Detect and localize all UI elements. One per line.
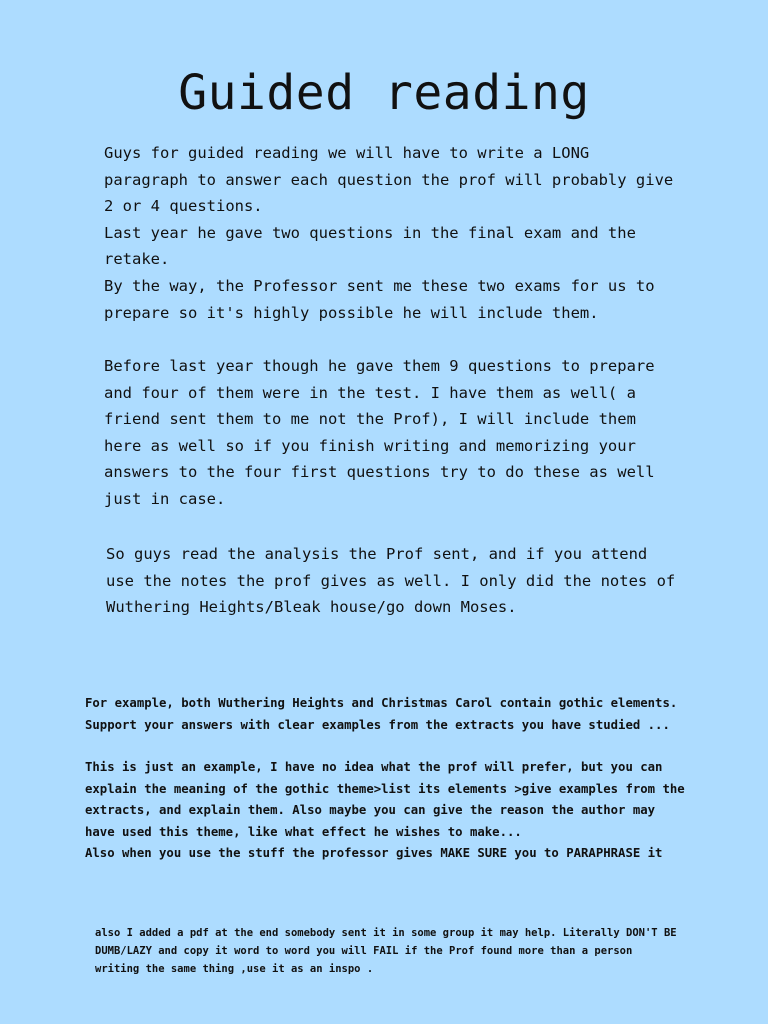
text-line: paragraph to answer each question the prof will probably give [104,170,674,189]
text-line: 2 or 4 questions. [104,197,263,216]
advice-paragraph [85,757,685,865]
text-line: answers to the four first questions try to do these as well [104,463,655,482]
text-line: have used this theme, like what effect he wishes to make... [85,824,522,839]
text-line: This is just an example, I have no idea what the prof will prefer, but you can [85,760,663,774]
text-line: Wuthering Heights/Bleak house/go down Moses. [106,598,517,617]
text-line: Last year he gave two questions in the final exam and the [104,223,636,242]
text-line: Guys for guided reading we will have to write a LONG [104,144,590,162]
text-line: DUMB/LAZY and copy it word to word you will FAIL if the Prof found more than a person [95,945,633,957]
text-line: prepare so it's highly possible he will include them. [104,303,599,322]
text-line: also I added a pdf at the end somebody sent it in some group it may help. Literally DON'T BE [95,927,677,939]
page-title: Guided reading [178,65,590,121]
intro-paragraph-2 [104,353,655,513]
text-line: Support your answers with clear examples from the extracts you have studied ... [85,717,670,732]
text-line: For example, both Wuthering Heights and Christmas Carol contain gothic elements. [85,696,678,710]
text-line: So guys read the analysis the Prof sent, and if you attend [106,545,648,563]
text-line: writing the same thing ,use it as an inspo . [95,963,374,975]
text-line: just in case. [104,489,226,508]
text-line: friend sent them to me not the Prof), I will include them [104,410,636,429]
example-paragraph [85,693,677,736]
text-line: retake. [104,250,170,269]
text-line: extracts, and explain them. Also maybe you can give the reason the author may [85,803,656,817]
note-paragraph [95,924,677,978]
text-line: Also when you use the stuff the professor gives MAKE SURE you to PARAPHRASE it [85,846,663,860]
text-line: here as well so if you finish writing and memorizing your [104,436,636,455]
text-line: use the notes the prof gives as well. I only did the notes of [106,571,676,590]
intro-paragraph-1 [104,140,673,326]
text-line: By the way, the Professor sent me these two exams for us to [104,276,655,295]
intro-paragraph-3 [106,541,675,621]
text-line: Before last year though he gave them 9 questions to prepare [104,357,655,375]
text-line: and four of them were in the test. I have them as well( a [104,383,636,402]
text-line: explain the meaning of the gothic theme>list its elements >give examples from the [85,781,685,796]
